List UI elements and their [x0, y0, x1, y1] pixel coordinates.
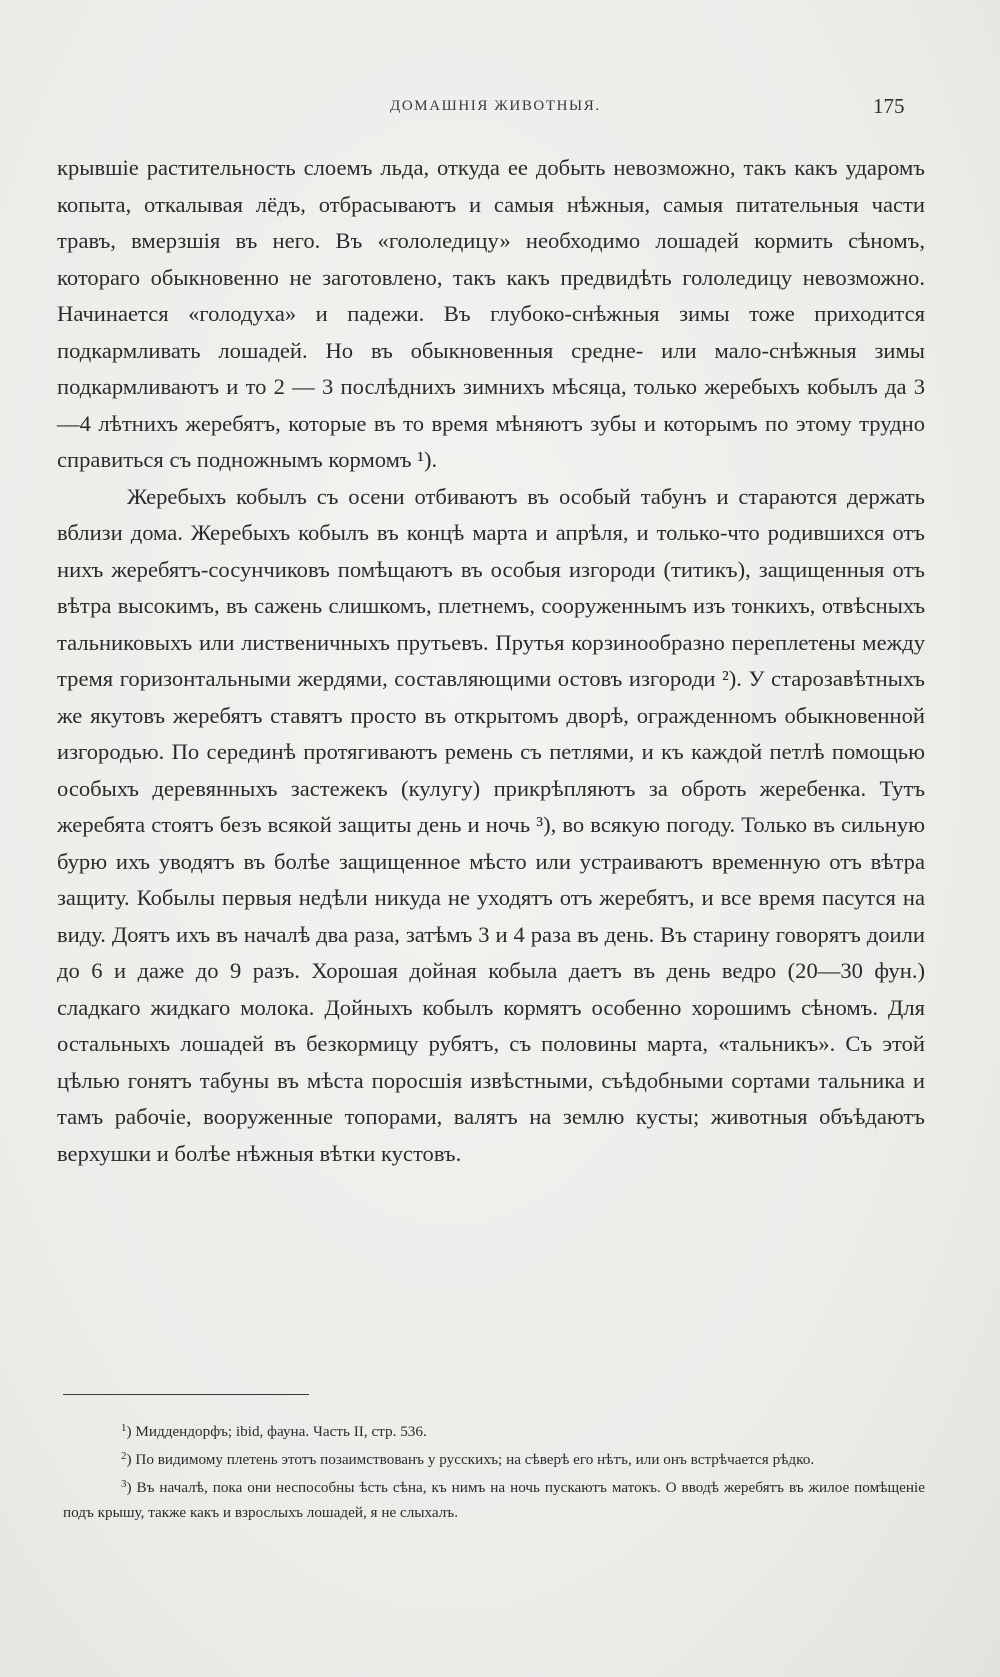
- paragraph: крывшіе растительность слоемъ льда, откуда ее добыть невозможно, такъ какъ ударомъ копыта, откалывая лёдъ, отбрасываютъ и самыя нѣжныя, самыя питательныя части травъ, вмерзшія въ него. Въ «гололедицу» необходимо лошадей кормить сѣномъ, котораго обыкновенно не заготовлено, такъ какъ предвидѣть гололедицу невозможно. Начинается «голодуха» и падежи. Въ глубоко-снѣжныя зимы тоже приходится подкармливать лошадей. Но въ обыкновенныя средне- или мало-снѣжныя зимы подкармливаютъ и то 2 — 3 послѣднихъ зимнихъ мѣсяца, только жеребыхъ кобылъ да 3—4 лѣтнихъ жеребятъ, которые въ то время мѣняютъ зубы и которымъ по этому трудно справиться съ подножнымъ кормомъ ¹).: [57, 155, 925, 472]
- footnote: [63, 1472, 925, 1525]
- footnote: [63, 1416, 925, 1444]
- footnote-mark: 1: [121, 1422, 127, 1434]
- page-number: 175: [873, 94, 905, 118]
- footnote-mark: 3: [121, 1478, 127, 1490]
- footnote-text: ) Миддендорфъ; ibid, фауна. Часть II, стр. 536.: [126, 1423, 427, 1440]
- running-head: [0, 94, 1000, 122]
- footnotes: [63, 1416, 925, 1525]
- footnote: [63, 1444, 925, 1472]
- paragraph: Жеребыхъ кобылъ съ осени отбиваютъ въ особый табунъ и стараются держать вблизи дома. Жеребыхъ кобылъ въ концѣ марта и апрѣля, и только-что родившихся отъ нихъ жеребятъ-сосунчиковъ помѣщаютъ въ особыя изгороди (титикъ), защищенныя отъ вѣтра высокимъ, въ сажень слишкомъ, плетнемъ, сооруженнымъ изъ тонкихъ, отвѣсныхъ тальниковыхъ или лиственичныхъ прутьевъ. Прутья корзинообразно переплетены между тремя горизонтальными жердями, составляющими остовъ изгороди ²). У старозавѣтныхъ же якутовъ жеребятъ ставятъ просто въ открытомъ дворѣ, огражденномъ обыкновенной изгородью. По серединѣ протягиваютъ ремень съ петлями, и къ каждой петлѣ помощью особыхъ деревянныхъ застежекъ (кулугу) прикрѣпляютъ за оброть жеребенка. Тутъ жеребята стоятъ безъ всякой защиты день и ночь ³), во всякую погоду. Только въ сильную бурю ихъ уводятъ въ болѣе защищенное мѣсто или устраиваютъ временную отъ вѣтра защиту. Кобылы первыя недѣли никуда не уходятъ отъ жеребятъ, и все время пасутся на виду. Доятъ ихъ въ началѣ два раза, затѣмъ 3 и 4 раза въ день. Въ старину говорятъ доили до 6 и даже до 9 разъ. Хорошая дойная кобыла даетъ въ день ведро (20—30 фун.) сладкаго жидкаго молока. Дойныхъ кобылъ кормятъ особенно хорошимъ сѣномъ. Для остальныхъ лошадей въ безкормицу рубятъ, съ половины марта, «тальникъ». Съ этой цѣлью гонятъ табуны въ мѣста поросшія извѣстными, съѣдобными сортами тальника и тамъ рабочіе, вооруженные топорами, валятъ на землю кусты; животныя объѣдаютъ верхушки и болѣе нѣжныя вѣтки кустовъ.: [57, 483, 925, 1166]
- footnote-text: ) Въ началѣ, пока они неспособны ѣсть сѣна, къ нимъ на ночь пускаютъ матокъ. О вводѣ жеребятъ въ жилое помѣщеніе подъ крышу, также какъ и взрослыхъ лошадей, я не слыхалъ.: [63, 1479, 925, 1521]
- footnote-text: ) По видимому плетень этотъ позаимствованъ у русскихъ; на сѣверѣ его нѣтъ, или онъ встрѣчается рѣдко.: [126, 1451, 815, 1468]
- footnote-separator: [63, 1394, 309, 1395]
- footnote-mark: 2: [121, 1450, 127, 1462]
- body-text: [57, 150, 925, 1172]
- running-head-title: ДОМАШНІЯ ЖИВОТНЫЯ.: [390, 98, 601, 114]
